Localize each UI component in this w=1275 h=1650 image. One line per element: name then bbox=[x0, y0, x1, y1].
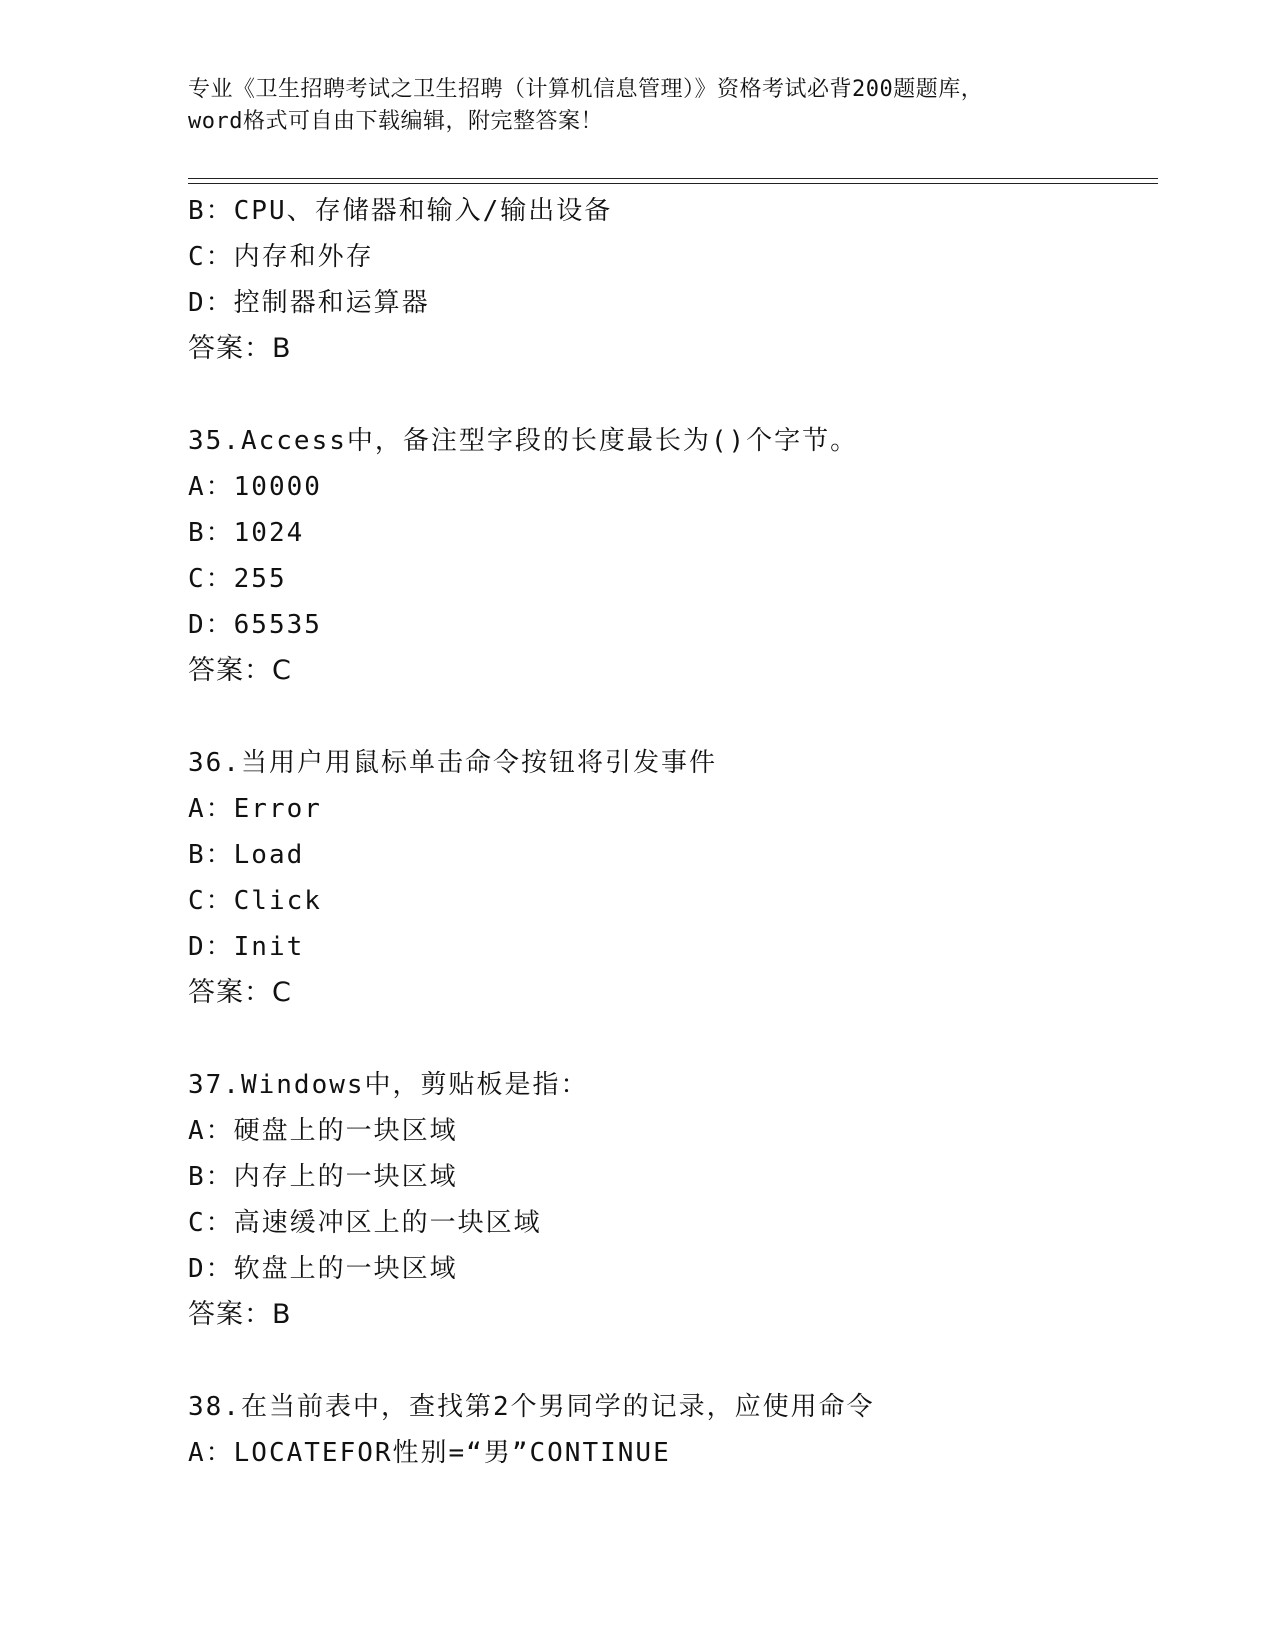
document-header bbox=[188, 74, 1088, 138]
spacer bbox=[188, 1338, 1158, 1384]
option-d: D：65535 bbox=[188, 610, 322, 640]
spacer bbox=[188, 372, 1158, 418]
option-c: C：255 bbox=[188, 564, 287, 594]
option-c: C：Click bbox=[188, 886, 322, 916]
option-a: A：LOCATEFOR性别=“男”CONTINUE bbox=[188, 1438, 671, 1468]
header-title-line1: 专业《卫生招聘考试之卫生招聘（计算机信息管理）》资格考试必背200题题库， bbox=[188, 77, 984, 102]
answer-line: 答案：B bbox=[188, 1299, 292, 1330]
question-text: 36.当用户用鼠标单击命令按钮将引发事件 bbox=[188, 748, 717, 778]
option-b: B：Load bbox=[188, 840, 305, 870]
option-d: D：控制器和运算器 bbox=[188, 288, 430, 318]
question-text: 35.Access中，备注型字段的长度最长为()个字节。 bbox=[188, 426, 859, 456]
option-c: C：内存和外存 bbox=[188, 242, 374, 272]
option-a: A：硬盘上的一块区域 bbox=[188, 1116, 458, 1146]
option-d: D：Init bbox=[188, 932, 305, 962]
header-divider-top bbox=[188, 178, 1158, 179]
option-d: D：软盘上的一块区域 bbox=[188, 1254, 458, 1284]
question-text: 37.Windows中，剪贴板是指： bbox=[188, 1070, 589, 1100]
question-35 bbox=[188, 418, 1158, 694]
answer-line: 答案：C bbox=[188, 655, 292, 686]
spacer bbox=[188, 1016, 1158, 1062]
option-b: B：内存上的一块区域 bbox=[188, 1162, 458, 1192]
option-a: A：Error bbox=[188, 794, 322, 824]
option-c: C：高速缓冲区上的一块区域 bbox=[188, 1208, 542, 1238]
option-a: A：10000 bbox=[188, 472, 322, 502]
header-title-line2: word格式可自由下载编辑，附完整答案！ bbox=[188, 109, 603, 134]
option-b: B：1024 bbox=[188, 518, 305, 548]
question-34 bbox=[188, 188, 1158, 372]
question-38 bbox=[188, 1384, 1158, 1476]
header-divider-bottom bbox=[188, 183, 1158, 184]
option-b: B：CPU、存储器和输入/输出设备 bbox=[188, 196, 613, 226]
spacer bbox=[188, 694, 1158, 740]
question-text: 38.在当前表中，查找第2个男同学的记录，应使用命令 bbox=[188, 1392, 875, 1422]
question-list bbox=[188, 188, 1158, 1476]
answer-line: 答案：B bbox=[188, 333, 292, 364]
question-37 bbox=[188, 1062, 1158, 1338]
answer-line: 答案：C bbox=[188, 977, 292, 1008]
question-36 bbox=[188, 740, 1158, 1016]
